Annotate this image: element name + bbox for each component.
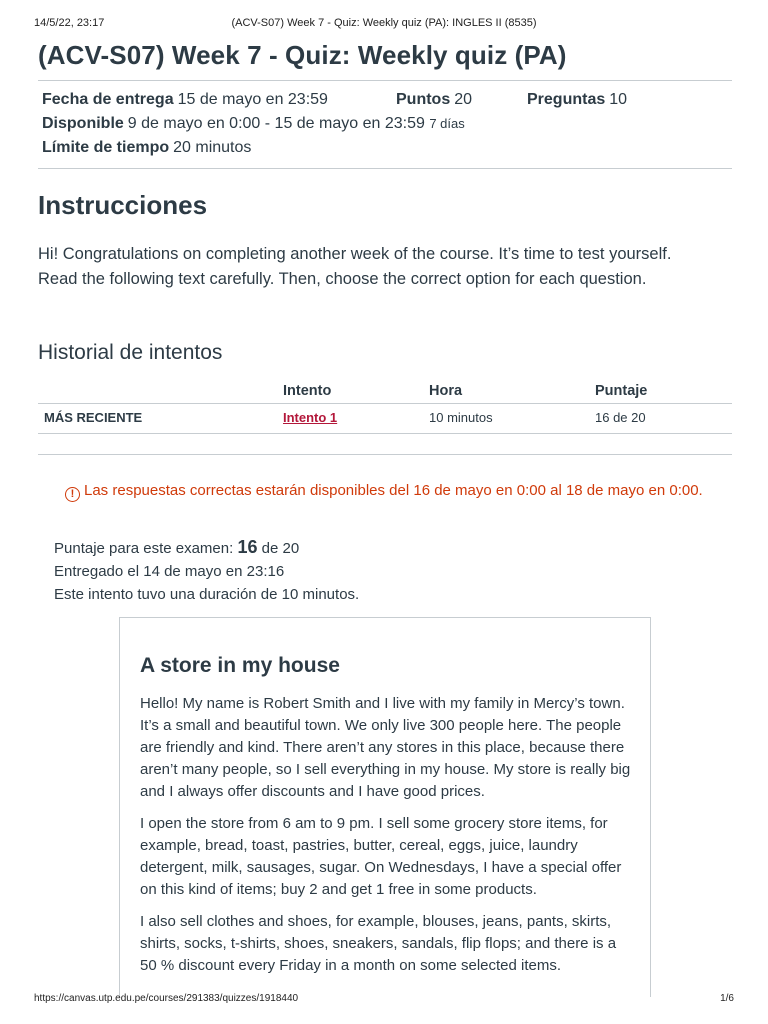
reading-text-box bbox=[119, 617, 651, 997]
score-suffix: de 20 bbox=[261, 540, 300, 557]
col-score: Puntaje bbox=[595, 383, 648, 399]
attempt-1-link[interactable]: Intento 1 bbox=[283, 410, 338, 425]
time-limit-label: Límite de tiempo bbox=[42, 139, 170, 156]
exclamation-circle-icon: ! bbox=[65, 487, 80, 502]
quiz-meta-row-3 bbox=[42, 139, 251, 157]
score-prefix: Puntaje para este examen: bbox=[54, 540, 234, 557]
quiz-meta-row-1 bbox=[42, 91, 328, 109]
attempt-history-table bbox=[38, 377, 732, 434]
attempt-result bbox=[54, 536, 359, 606]
print-url: https://canvas.utp.edu.pe/courses/291383/quizzes/1918440 bbox=[34, 993, 299, 1004]
table-header bbox=[38, 377, 732, 404]
questions-label: Preguntas bbox=[527, 91, 606, 108]
attempt-history-heading: Historial de intentos bbox=[38, 341, 223, 364]
story-body bbox=[140, 693, 635, 987]
table-row bbox=[38, 404, 732, 434]
history-divider bbox=[38, 454, 732, 455]
quiz-title: (ACV-S07) Week 7 - Quiz: Weekly quiz (PA) bbox=[38, 40, 567, 70]
duration-line: Este intento tuvo una duración de 10 minutos. bbox=[54, 586, 360, 603]
meta-divider bbox=[38, 168, 732, 169]
available-value: 9 de mayo en 0:00 - 15 de mayo en 23:59 bbox=[127, 115, 425, 132]
time-limit-value: 20 minutos bbox=[173, 139, 252, 156]
instructions-heading: Instrucciones bbox=[38, 190, 208, 220]
row-score: 16 de 20 bbox=[595, 410, 646, 425]
story-paragraph: I also sell clothes and shoes, for example, blouses, jeans, pants, skirts, shirts, socks, t-shirts, shoes, sneakers, sandals, flip flops; and there is a 50 % discount every Friday in a month on some selected items. bbox=[140, 913, 617, 974]
story-paragraph: Hello! My name is Robert Smith and I live with my family in Mercy’s town. It’s a small and beautiful town. We only live 300 people here. The people are friendly and kind. There aren’t any stores in this place, because there aren’t many people, so I sell everything in my house. My store is really big and I always offer discounts and I have good prices. bbox=[140, 695, 631, 800]
row-time: 10 minutos bbox=[429, 410, 493, 425]
available-label: Disponible bbox=[42, 115, 124, 132]
print-date: 14/5/22, 23:17 bbox=[34, 17, 105, 29]
available-days: 7 días bbox=[429, 116, 465, 131]
story-paragraph: I open the store from 6 am to 9 pm. I sell some grocery store items, for example, bread, toast, pastries, butter, cereal, eggs, juice, laundry detergent, milk, sausages, sugar. On Wednesdays, I have a special offer on this kind of items; buy 2 and get 1 free in some products. bbox=[140, 815, 622, 898]
points-meta bbox=[396, 91, 472, 109]
print-footer bbox=[34, 993, 734, 1007]
points-value: 20 bbox=[454, 91, 473, 108]
quiz-meta-row-2 bbox=[42, 115, 465, 133]
submitted-line: Entregado el 14 de mayo en 23:16 bbox=[54, 563, 285, 580]
answers-availability-notice bbox=[65, 480, 715, 502]
notice-text: Las respuestas correctas estarán disponibles del 16 de mayo en 0:00 al 18 de mayo en 0:00. bbox=[84, 482, 703, 499]
col-attempt: Intento bbox=[283, 383, 332, 399]
instructions-line-1: Hi! Congratulations on completing another week of the course. It’s time to test yourself. bbox=[38, 245, 672, 263]
story-title: A store in my house bbox=[140, 654, 340, 677]
col-time: Hora bbox=[429, 383, 463, 399]
questions-meta bbox=[527, 91, 627, 109]
instructions-text bbox=[38, 242, 738, 292]
title-divider bbox=[38, 80, 732, 81]
print-page-number: 1/6 bbox=[720, 993, 734, 1004]
score-value: 16 bbox=[237, 537, 258, 557]
score-line bbox=[54, 536, 359, 560]
instructions-line-2: Read the following text carefully. Then, choose the correct option for each question. bbox=[38, 270, 647, 288]
row-label: MÁS RECIENTE bbox=[44, 410, 143, 425]
print-header bbox=[34, 17, 734, 31]
due-value: 15 de mayo en 23:59 bbox=[177, 91, 328, 108]
due-label: Fecha de entrega bbox=[42, 91, 174, 108]
print-page-title: (ACV-S07) Week 7 - Quiz: Weekly quiz (PA): INGLES II (8535) bbox=[231, 17, 537, 29]
points-label: Puntos bbox=[396, 91, 451, 108]
questions-value: 10 bbox=[609, 91, 628, 108]
